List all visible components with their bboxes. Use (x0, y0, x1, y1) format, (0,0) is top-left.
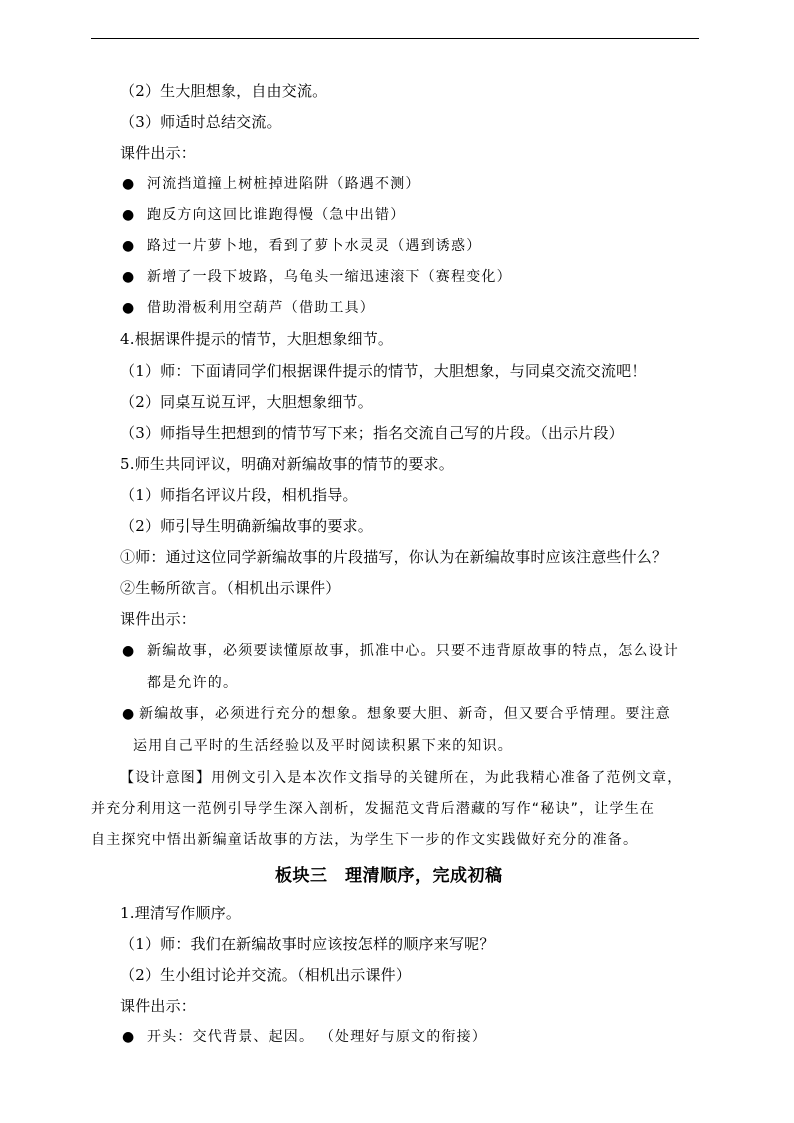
design-intent-paragraph: 并充分利用这一范例引导学生深入剖析，发掘范文背后潜藏的写作“秘诀”，让学生在 (91, 801, 656, 817)
bullet-icon: ● (122, 1029, 135, 1045)
text-line: （3）师指导生把想到的情节写下来；指名交流自己写的片段。（出示片段） (120, 424, 624, 442)
text-line: 课件出示： (120, 997, 197, 1015)
text-line: （2）生大胆想象，自由交流。 (120, 82, 328, 100)
text-line: （1）师指名评议片段，相机指导。 (120, 486, 358, 504)
bullet-text: 跑反方向这回比谁跑得慢（急中出错） (147, 207, 406, 223)
bullet-text: 开头：交代背景、起因。 （处理好与原文的衔接） (147, 1029, 488, 1045)
design-intent-paragraph: 自主探究中悟出新编童话故事的方法，为学生下一步的作文实践做好充分的准备。 (91, 832, 639, 848)
bullet-text: 新编故事，必须要读懂原故事，抓准中心。只要不违背原故事的特点，怎么设计 (147, 643, 679, 659)
text-line: （2）师引导生明确新编故事的要求。 (120, 517, 373, 535)
bullet-icon: ● (122, 643, 135, 659)
bullet-text-continued: 都是允许的。 (147, 675, 239, 691)
text-line: （1）师：我们在新编故事时应该按怎样的顺序来写呢？ (120, 935, 495, 953)
bullet-icon: ● (122, 269, 135, 285)
bullet-icon: ● (122, 706, 135, 722)
header-rule (91, 38, 699, 39)
text-line: ②生畅所欲言。（相机出示课件） (120, 579, 341, 597)
bullet-icon: ● (122, 176, 135, 192)
section-heading: 板块三 理清顺序，完成初稿 (275, 866, 503, 886)
design-intent-paragraph: 【设计意图】用例文引入是本次作文指导的关键所在，为此我精心准备了范例文章， (120, 770, 683, 786)
bullet-text: 路过一片萝卜地，看到了萝卜水灵灵（遇到诱惑） (147, 238, 482, 254)
text-line: （2）生小组讨论并交流。（相机出示课件） (120, 966, 412, 984)
text-line: ①师：通过这位同学新编故事的片段描写，你认为在新编故事时应该注意些什么？ (120, 548, 668, 566)
text-line: （2）同桌互说互评，大胆想象细节。 (120, 393, 373, 411)
text-line: 4.根据课件提示的情节，大胆想象细节。 (120, 330, 394, 348)
text-line: 课件出示： (120, 144, 197, 162)
bullet-icon: ● (122, 300, 135, 316)
bullet-icon: ● (122, 207, 135, 223)
bullet-icon: ● (122, 238, 135, 254)
text-line: （1）师：下面请同学们根据课件提示的情节，大胆想象，与同桌交流交流吧！ (120, 362, 647, 380)
bullet-text: 借助滑板利用空葫芦（借助工具） (147, 300, 375, 316)
bullet-text: 河流挡道撞上树桩掉进陷阱（路遇不测） (147, 176, 421, 192)
bullet-text-continued: 运用自己平时的生活经验以及平时阅读积累下来的知识。 (133, 738, 513, 754)
text-line: 课件出示： (120, 610, 197, 628)
bullet-text: 新增了一段下坡路，乌龟头一缩迅速滚下（赛程变化） (147, 269, 512, 285)
text-line: 1.理清写作顺序。 (120, 904, 242, 922)
text-line: 5.师生共同评议，明确对新编故事的情节的要求。 (120, 455, 454, 473)
text-line: （3）师适时总结交流。 (120, 113, 282, 131)
bullet-text: 新编故事，必须进行充分的想象。想象要大胆、新奇，但又要合乎情理。要注意 (139, 706, 671, 722)
